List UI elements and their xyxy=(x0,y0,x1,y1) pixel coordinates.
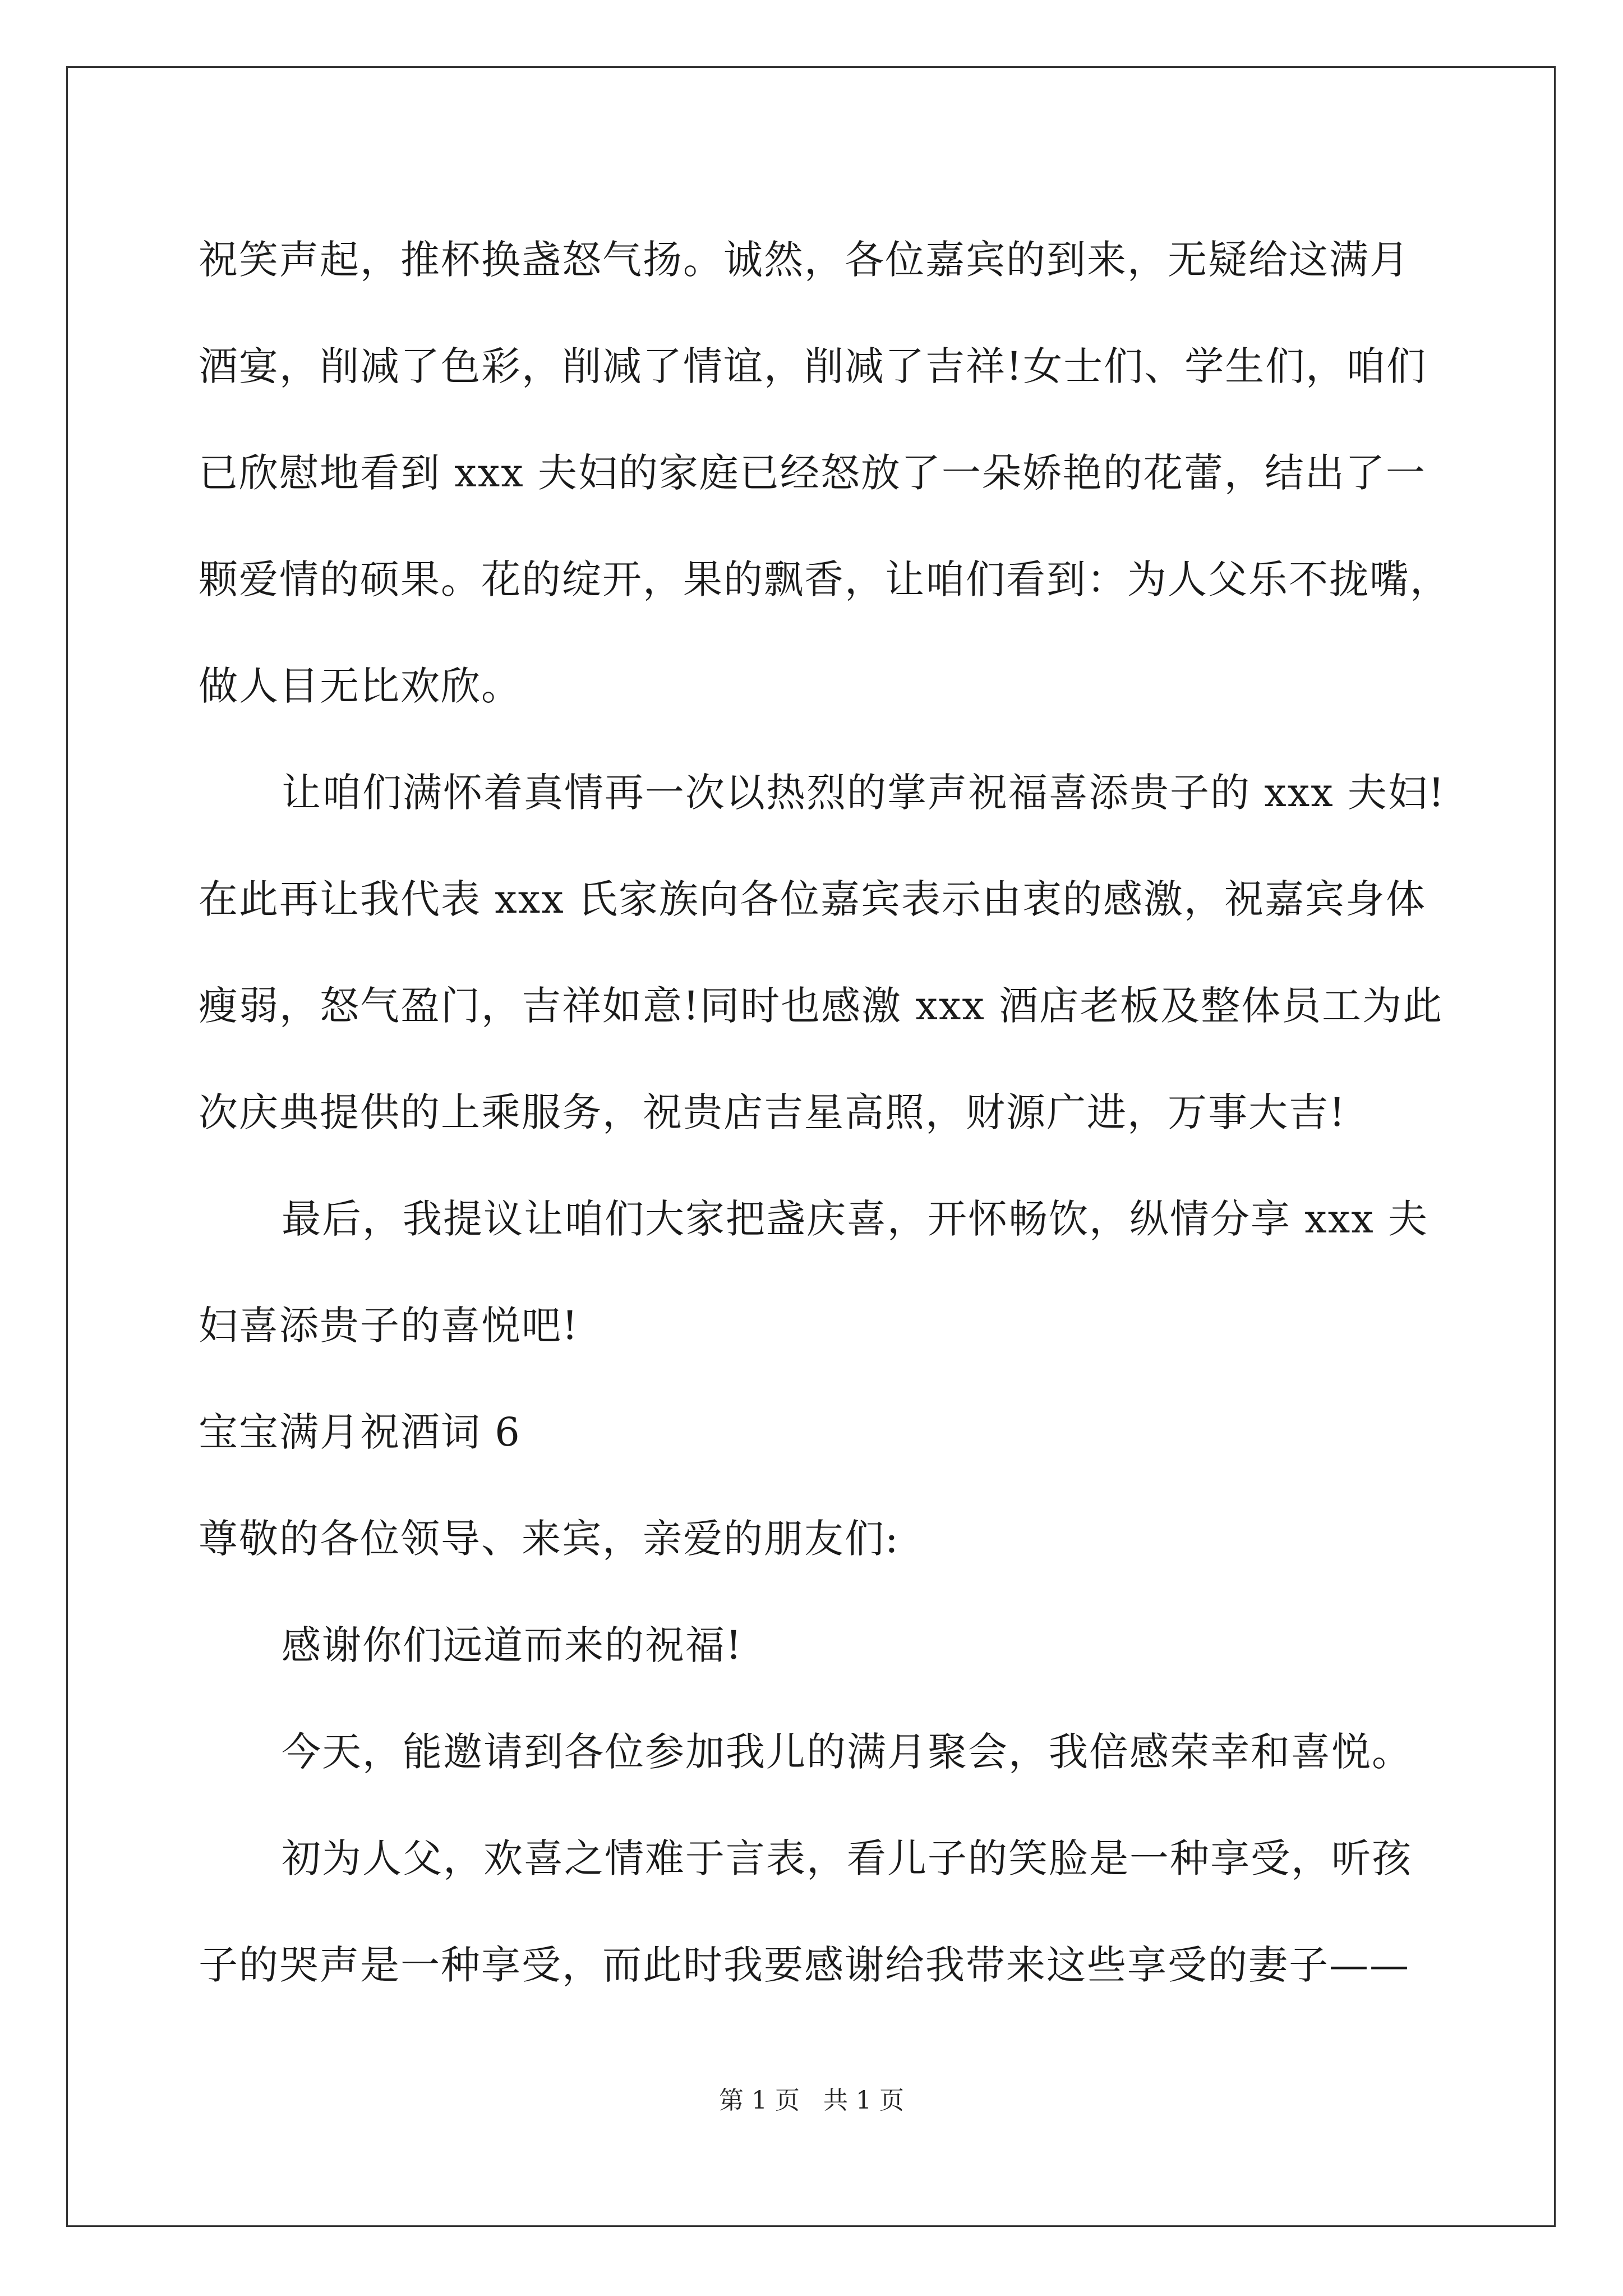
paragraph-first-line: 最后，我提议让咱们大家把盏庆喜，开怀畅饮，纵情分享 xxx 夫 xyxy=(282,1196,1428,1242)
paragraph-first-line: 感谢你们远道而来的祝福! xyxy=(282,1622,743,1668)
text-line: 酒宴，削减了色彩，削减了情谊，削减了吉祥!女士们、学生们，咱们 xyxy=(199,343,1427,389)
paragraph-first-line: 让咱们满怀着真情再一次以热烈的掌声祝福喜添贵子的 xxx 夫妇! xyxy=(282,770,1446,816)
text-line: 瘦弱，怒气盈门，吉祥如意!同时也感激 xxx 酒店老板及整体员工为此 xyxy=(199,983,1444,1029)
text-line: 在此再让我代表 xxx 氏家族向各位嘉宾表示由衷的感激，祝嘉宾身体 xyxy=(199,876,1426,922)
document-body xyxy=(199,206,1450,2018)
paragraph-first-line: 今天，能邀请到各位参加我儿的满月聚会，我倍感荣幸和喜悦。 xyxy=(282,1729,1412,1775)
text-line: 做人目无比欢欣。 xyxy=(199,663,522,709)
text-line: 次庆典提供的上乘服务，祝贵店吉星高照，财源广进，万事大吉! xyxy=(199,1089,1347,1135)
page-number-footer: 第 1 页 共 1 页 xyxy=(719,2086,904,2115)
salutation: 尊敬的各位领导、来宾，亲爱的朋友们: xyxy=(199,1516,900,1562)
section-heading: 宝宝满月祝酒词 6 xyxy=(199,1409,521,1455)
text-line: 已欣慰地看到 xxx 夫妇的家庭已经怒放了一朵娇艳的花蕾，结出了一 xyxy=(199,450,1426,496)
text-line: 祝笑声起，推杯换盏怒气扬。诚然，各位嘉宾的到来，无疑给这满月 xyxy=(199,237,1410,283)
text-line: 颗爱情的硕果。花的绽开，果的飘香，让咱们看到：为人父乐不拢嘴， xyxy=(199,556,1450,602)
text-line: 子的哭声是一种享受，而此时我要感谢给我带来这些享受的妻子—— xyxy=(199,1942,1410,1988)
paragraph-first-line: 初为人父，欢喜之情难于言表，看儿子的笑脸是一种享受，听孩 xyxy=(282,1835,1412,1881)
text-line: 妇喜添贵子的喜悦吧! xyxy=(199,1303,579,1349)
